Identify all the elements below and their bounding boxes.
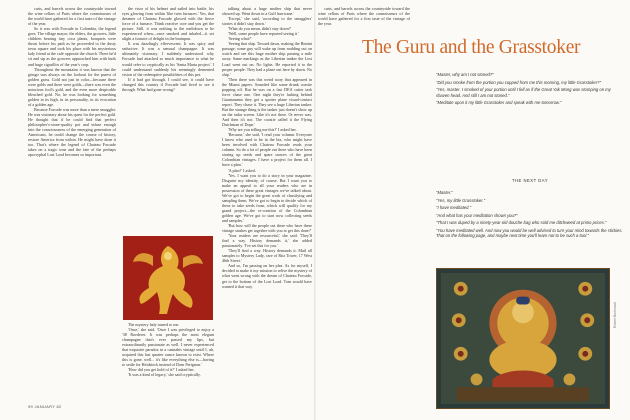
article-column-1 (28, 6, 116, 410)
paragraph: 'How did you get hold of it?' I asked her. (128, 367, 195, 373)
dialogue-line: "And what has your meditation shown you?" (436, 212, 518, 218)
dialogue-line: "Did you smoke from the portion you copped from me this morning, my little Grasstoker?" (436, 79, 601, 85)
paragraph: 'A plan?' I asked. (228, 167, 256, 173)
paragraph: 'Except,' she said, 'according to the smugglers' stories it didn't stay down.' (222, 16, 312, 27)
paragraph: 'But how will the people out there who have these vintage stashes get together with you to get this done?' (222, 223, 312, 234)
paragraph: carts, and barrels across the countryside toward the wine cellars of Paris where the connoisseurs of the world have gathered for a first taste of the vintage of the year. (318, 6, 410, 27)
figure-illustration (123, 236, 213, 320)
page-gutter (314, 0, 316, 420)
dialogue-block (436, 72, 624, 108)
paragraph: 'What do you mean, didn't stay down?' (228, 26, 292, 32)
photo-credit: Robert Burkhardt (613, 302, 617, 328)
dialogue-line: "Yes, my little Grasstoker." (436, 197, 486, 203)
paragraph: Because Forcade was more than a mere smuggler. He was visionary about his quest for the perfect gold. He thought that if he could find that perfect philosopher's-stone-quality pot and infuse enough into the consciousness of the emerging generation of Americans, he could change the course of history, restore America from within. He might have done it too. That's where the legend of Chateau Forcade takes on a tragic tone and the fate of the perhaps apocryphal Lost Load becomes so important. (28, 106, 116, 158)
paragraph: 'Why are you telling me this?' I asked her. (228, 127, 297, 133)
paragraph: 'Well, some people have reported seeing it.' (228, 31, 299, 37)
paragraph: 'Then there was this weird story that appeared in the Miami papers. Sounded like some drunk coastie popping off. But he was on a fast DEA cutter task force chase one. One night they're lurking behind Guantanamo they get a spotter plane visual-contact report. They chase it. They see a huge Liberian tanker. But the strange thing is the tanker just doesn't show up on the radar screen. Like it's not there. Or never was. And then it's not. The coastie called it the Flying Dutchman of Dope.' (222, 76, 312, 128)
paragraph: 'Your readers are resourceful,' she said. 'They'll find a way. History demands it,' she added passionately. 'I've set this for you.' (222, 233, 312, 249)
paragraph: 'Seeing what?' (228, 36, 252, 42)
buddha-painting-illustration (437, 269, 609, 408)
paragraph: 'It was a kind of legacy,' she said cryptically. (128, 372, 201, 378)
dialogue-line: "That I was duped by a ninety-year-old douche bag who sold me ditchweed at primo prices." (436, 220, 607, 226)
page-folio: 99 JANUARY 82 (28, 404, 62, 409)
dialogue-line: "Yes, master. I smoked of your portion until I fell as if the Great Yak Mong was stomping on my shaven head. And still I am not stoned." (436, 87, 611, 98)
dialogue-block-2 (436, 190, 624, 241)
paragraph: 'Yes. I want you to do a story in your magazine. Disguise my identity, of course. But I want you to make an appeal to all your readers who are in possession of these great vintages we've talked about. We've got to begin the great work of classifying and sampling them. We've got to begin to decide which of these to take seeds from, which will qualify for my grand project—the re-creation of the Colombian golden age. We've got to start now collecting seeds and samples.' (222, 172, 312, 223)
article-column-3 (222, 6, 312, 410)
article-column-2 (122, 6, 214, 238)
dialogue-line: "Master, why am I not stoned?" (436, 72, 494, 77)
paragraph: It was dazzlingly effervescent. It was spicy and seductive. It was a sensual champagne. It was ultimately visionary. I suddenly understood why Forcade had attached so much importance to what he would refer to cryptically as his 'Santa Marta project.' I could understand suddenly his seemingly demented vision of the redemptive possibilities of this pot. (122, 41, 214, 77)
paragraph: 'They'll find a way. History demands it. Mail all samples to Mystery Lady, care of Ritz Tower, 17 West 46th Street.' (222, 248, 312, 264)
paragraph: 'Seeing that ship. Toward dawn, making the Bimini passage, some guy will wake up from nodding out on watch and see this huge mother ship passing a mile away. Same markings as the Liberian tanker the Lost Load went out on. No lights. He reported it to the proper people. They had a plane out here by dawn. No ship.' (222, 41, 312, 77)
dialogue-line: "I have meditated." (436, 205, 472, 211)
thangka-painting (436, 268, 610, 409)
paragraph: If it had got through, I could see, it could have changed this country if Forcade had lived to see it through. What had gone wrong? (122, 76, 214, 92)
section-heading: THE NEXT DAY (511, 178, 549, 183)
dialogue-line: "Master." (436, 190, 453, 195)
paragraph: And so, I'm passing on her plea. As for myself, I decided to make it my mission to relive the mystery of what went wrong with the dream of Chateau Forcade, get to the bottom of the Lost Load. Tom would have wanted it that way. (222, 263, 312, 289)
dialogue-line: "You have meditated well. And now you would be well advised to turn your mind towards the stickies. That on the following page, and maybe next time you'll learn not to be such a tool." (436, 227, 623, 239)
paragraph: So it was with Forcade in Colombia, the legend goes. The village mayor, the elders, the growers, little children bearing tiny coca plants, bouquets were thrust before his path as he proceeded to the dusty town square and took his place with his mysterious lady friend at the café opposite the church. There he'd sit and sip as the growers approached him with buds and huge cigarillos of the year's crop. (28, 26, 116, 67)
paragraph: carts, and barrels across the countryside toward the wine cellars of Paris where the connoisseurs of the world have gathered for a first taste of the vintage of the year. (28, 6, 116, 27)
paragraph: talking about a huge mother ship that never showed up. Went down in a Gulf hurricane.' (222, 6, 312, 17)
dialogue-line: "Meditate upon it my little Grasstoker and speak with me tomorrow." (436, 100, 562, 106)
paragraph: The mystery lady turned to me. (128, 322, 180, 327)
dancing-figure-illustration (123, 236, 213, 320)
paragraph: the visor of his helmet and sailed into battle, his eyes glowing from within 'like twin furnaces.' Yes, that dreamer of Chateau Forcade glowed with the fierce force of a furnace. Think reactive core and you get the picture. Still, it was nothing to the meltdown to be experienced when—once smoked and inhaled—it set alight a furnace of delight in the brainpan. (122, 6, 214, 42)
article-column-4 (318, 6, 410, 410)
paragraph: Throughout the mountains it was known that the gringo was always on the lookout for the purest of golden grass. Gold not just in color—because there were golds and there were golds—there was even the notorious fool's gold, and the even more despicable bleached gold. No, he was looking for something golden in its high, in its personality, in its evocation of a golden age. (28, 66, 116, 107)
article-title: The Guru and the Grasstoker (362, 37, 581, 58)
article-column-2-continued (122, 322, 214, 410)
paragraph: 'Because,' she said, 'I read your column. Everyone I know who used to be in the biz, who might have been involved with Chateau Forcade reads your column. So do a lot of people out there who have been storing up seeds and spare ounces of the great Colombian vintages. I have a project for them all. I have a plan.' (222, 132, 312, 168)
paragraph: 'Once,' she said. 'Once I was privileged to enjoy a '38 Roederer. It was perhaps the most elegant champagne that's ever passed my lips, but extraordinarily passionate as well. I never experienced that exquisite paradox in a cannabis vintage until I, uh, acquired this last quarter ounce known to exist. Where this is gone, well... it's like everything else is—having to settle for Heidsieck instead of Dom Perignon.' (122, 327, 214, 368)
